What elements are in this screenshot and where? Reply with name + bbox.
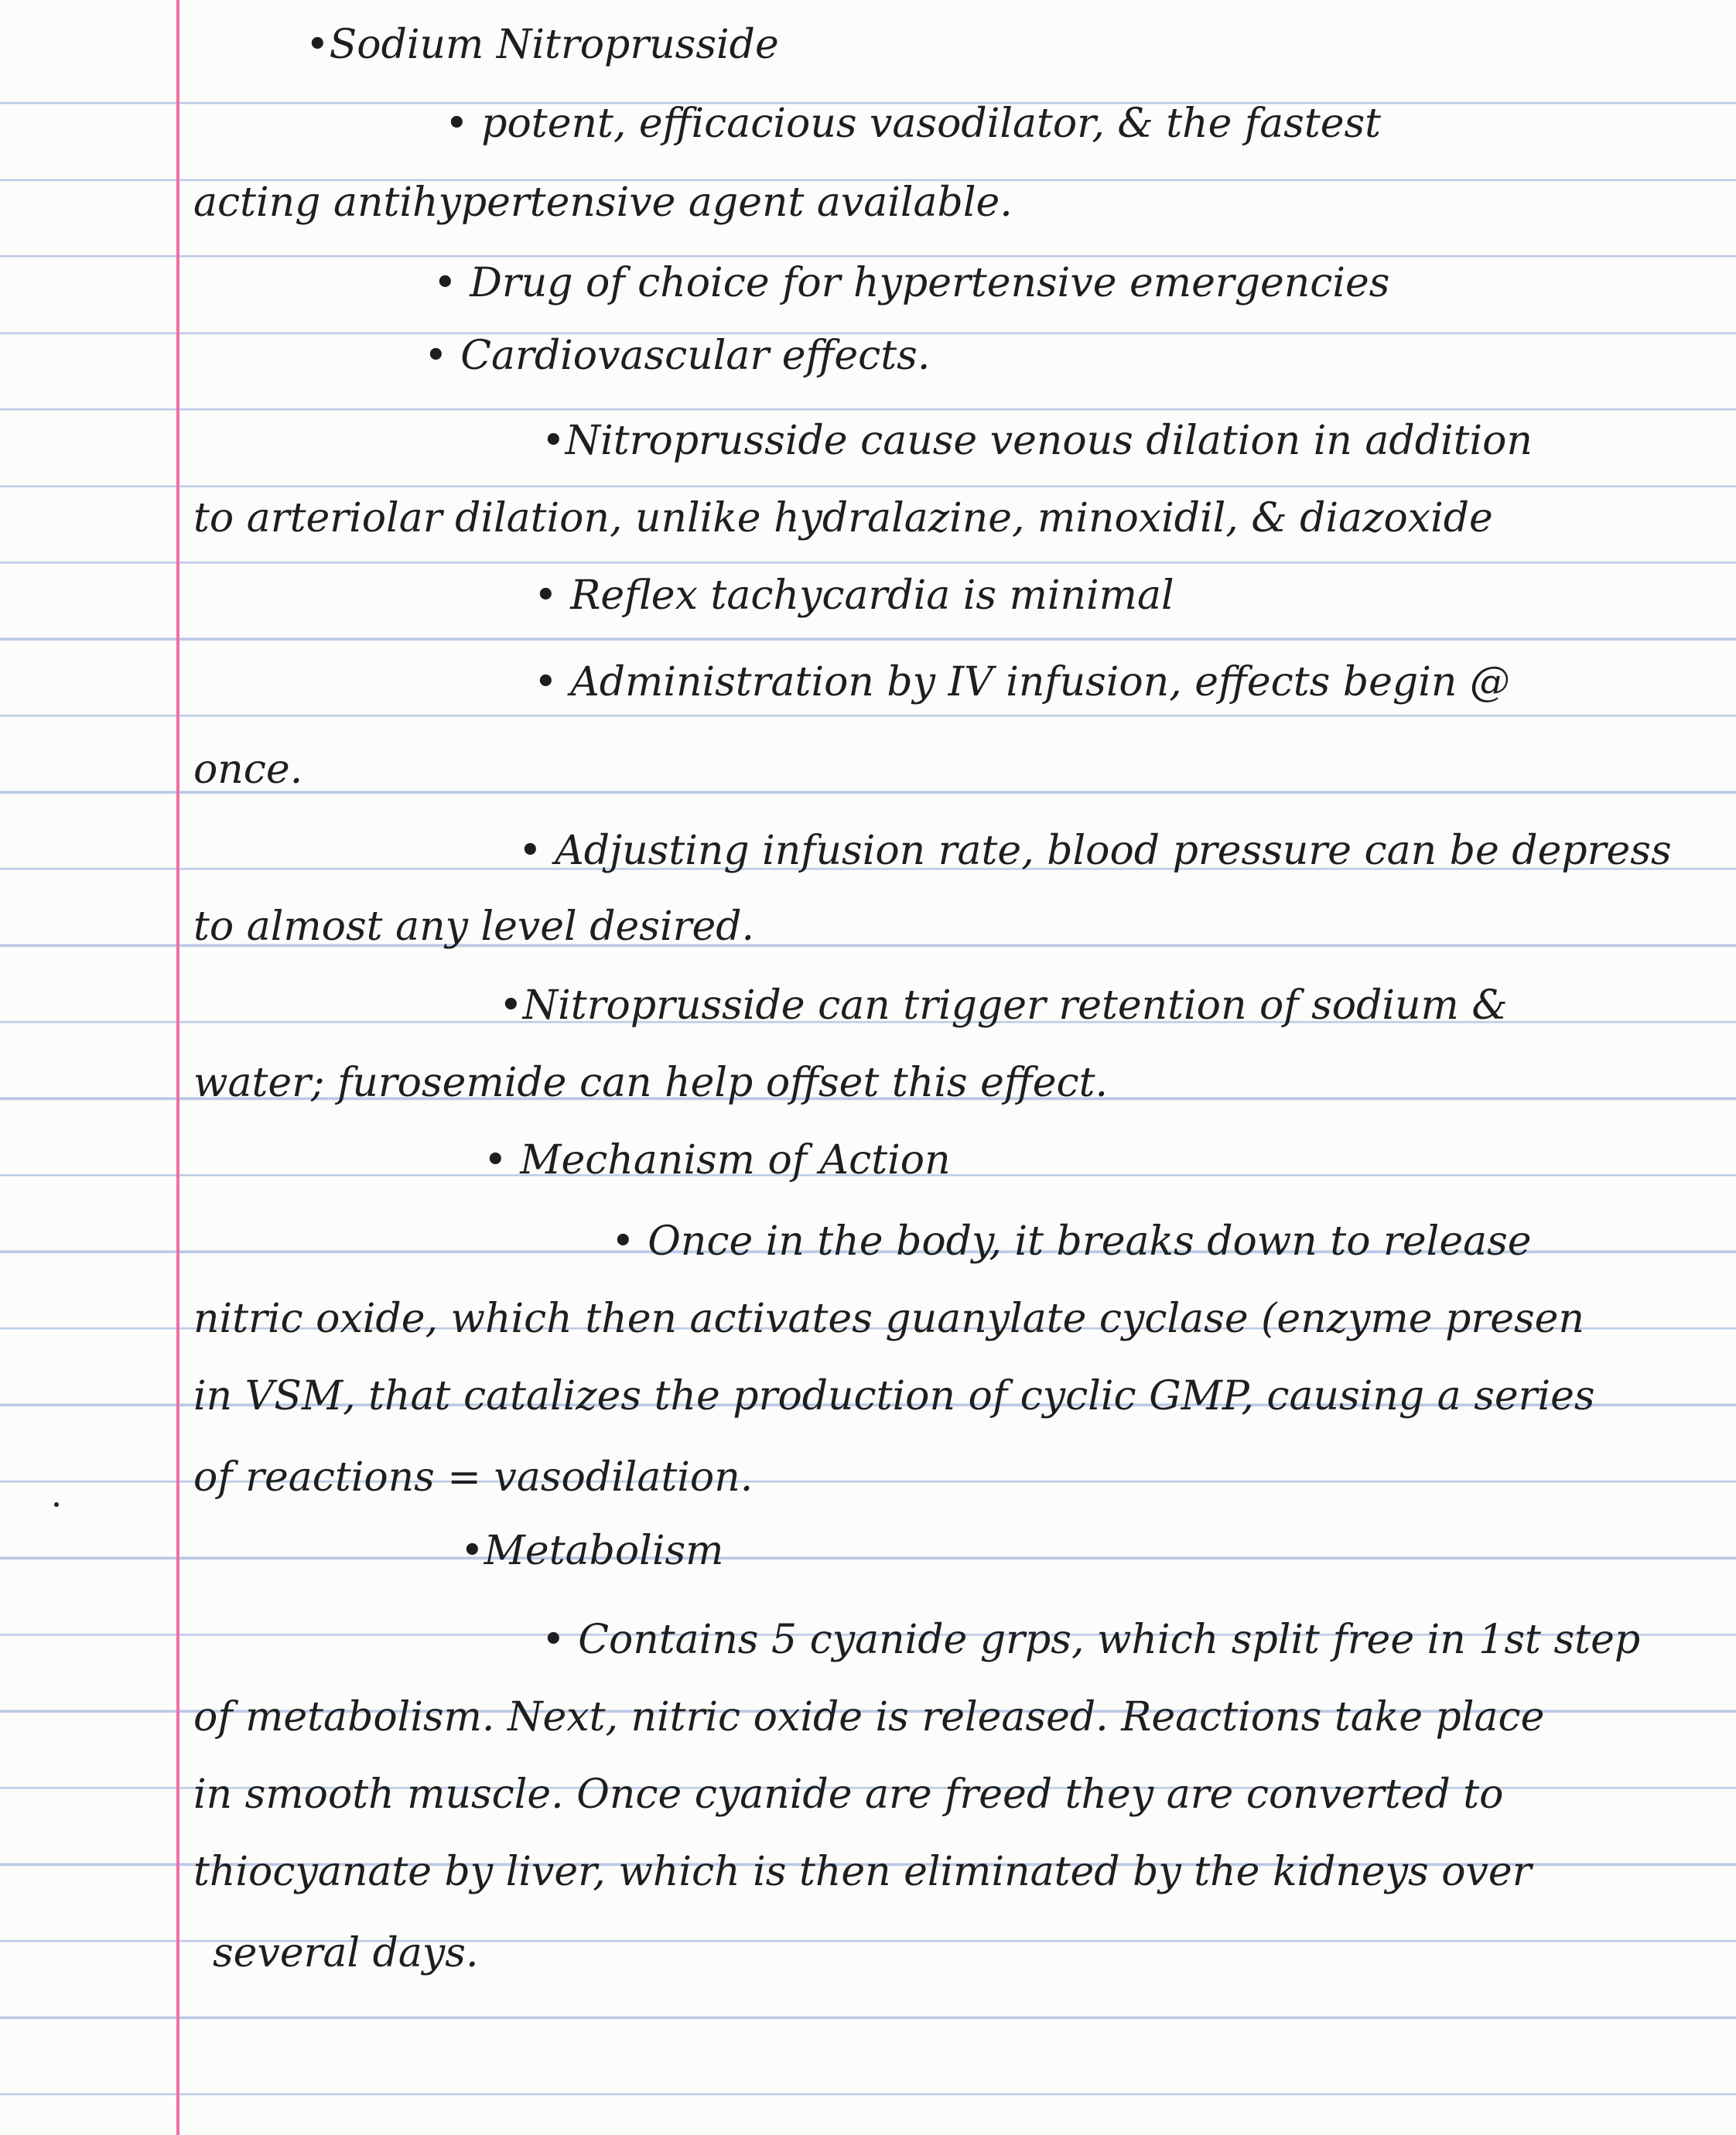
note-line: •Nitroprusside can trigger retention of sodium & <box>499 982 1508 1029</box>
note-line: •Nitroprusside cause venous dilation in addition <box>542 418 1533 464</box>
heading-sodium-nitroprusside: •Sodium Nitroprusside <box>306 22 779 68</box>
note-line: • Drug of choice for hypertensive emergencies <box>433 260 1390 306</box>
note-line: in VSM, that catalizes the production of cyclic GMP, causing a series <box>193 1373 1595 1419</box>
subheading-mechanism-of-action: • Mechanism of Action <box>484 1137 951 1184</box>
subheading-cardiovascular-effects: • Cardiovascular effects. <box>424 333 931 379</box>
note-line: • Contains 5 cyanide grps, which split free in 1st step <box>542 1617 1641 1663</box>
note-line: several days. <box>213 1930 479 1976</box>
note-line: thiocyanate by liver, which is then eliminated by the kidneys over <box>193 1849 1532 1895</box>
note-line: • Administration by IV infusion, effects begin @ <box>534 659 1510 705</box>
note-line: to arteriolar dilation, unlike hydralazine, minoxidil, & diazoxide <box>193 495 1493 541</box>
note-line: • Reflex tachycardia is minimal <box>534 572 1174 619</box>
note-line: of reactions = vasodilation. <box>193 1454 754 1501</box>
note-line: • Adjusting infusion rate, blood pressure can be depress <box>518 828 1672 874</box>
note-line: • potent, efficacious vasodilator, & the fastest <box>445 101 1382 147</box>
note-line: • Once in the body, it breaks down to release <box>611 1218 1532 1265</box>
margin-line <box>176 0 179 2135</box>
stray-ink-dot <box>54 1502 59 1507</box>
note-line: water; furosemide can help offset this effect. <box>193 1060 1109 1106</box>
note-line: nitric oxide, which then activates guanylate cyclase (enzyme presen <box>193 1296 1584 1342</box>
note-line: once. <box>193 746 303 793</box>
subheading-metabolism: •Metabolism <box>460 1528 724 1574</box>
note-line: of metabolism. Next, nitric oxide is released. Reactions take place <box>193 1694 1545 1740</box>
note-line: acting antihypertensive agent available. <box>193 179 1013 226</box>
note-line: to almost any level desired. <box>193 904 755 950</box>
note-line: in smooth muscle. Once cyanide are freed they are converted to <box>193 1771 1504 1818</box>
